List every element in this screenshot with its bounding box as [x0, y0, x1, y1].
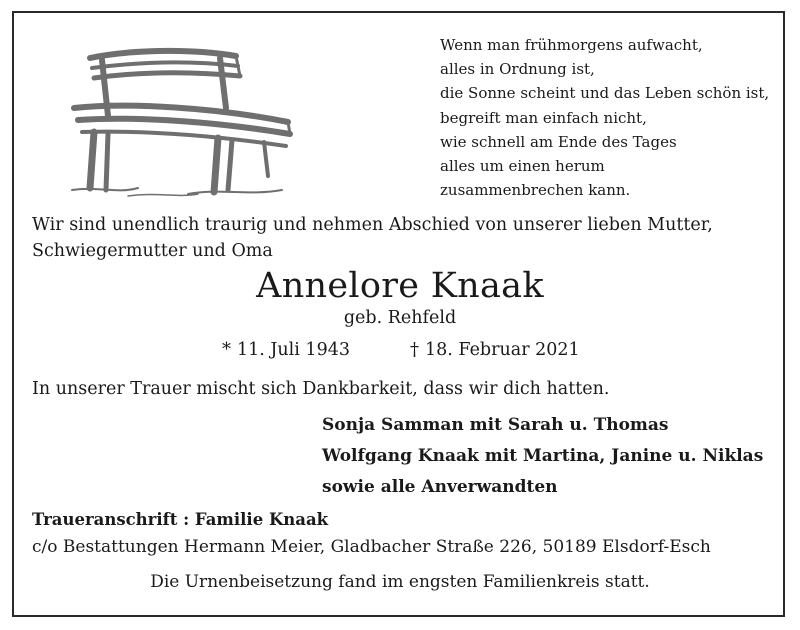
- poem-line: begreift man einfach nicht,: [440, 108, 647, 127]
- announcement-line: Wir sind unendlich traurig und nehmen Abschied von unserer lieben Mutter,: [32, 215, 713, 235]
- burial-note: Die Urnenbeisetzung fand im engsten Familienkreis statt.: [150, 572, 650, 592]
- deceased-name: Annelore Knaak: [256, 266, 544, 306]
- mourner-line: Sonja Samman mit Sarah u. Thomas: [322, 415, 669, 435]
- poem-line: wie schnell am Ende des Tages: [440, 132, 677, 151]
- birth-date: 11. Juli 1943: [237, 340, 350, 360]
- death-cross-icon: †: [410, 339, 419, 360]
- poem-line: alles in Ordnung ist,: [440, 60, 595, 79]
- announcement-text: [32, 212, 772, 264]
- poem: [440, 33, 780, 202]
- bench-sketch-icon: [68, 38, 300, 200]
- gratitude-text: In unserer Trauer mischt sich Dankbarkeit, dass wir dich hatten.: [32, 379, 610, 399]
- death-date: 18. Februar 2021: [425, 340, 580, 360]
- born-name: geb. Rehfeld: [343, 308, 457, 328]
- birth-date-line: [222, 338, 350, 362]
- poem-line: zusammenbrechen kann.: [440, 181, 631, 200]
- mourners-list: [322, 410, 763, 503]
- poem-line: die Sonne scheint und das Leben schön ist,: [440, 84, 770, 103]
- contact-label: Traueranschrift : Familie Knaak: [32, 510, 329, 529]
- mourner-line: Wolfgang Knaak mit Martina, Janine u. Niklas: [322, 446, 764, 466]
- announcement-line: Schwiegermutter und Oma: [32, 241, 273, 261]
- mourner-line: sowie alle Anverwandten: [322, 477, 558, 497]
- contact-address: c/o Bestattungen Hermann Meier, Gladbacher Straße 226, 50189 Elsdorf-Esch: [32, 537, 711, 557]
- birth-star-icon: *: [222, 339, 231, 360]
- death-date-line: [410, 338, 580, 362]
- poem-line: Wenn man frühmorgens aufwacht,: [440, 36, 703, 54]
- poem-line: alles um einen herum: [440, 157, 605, 176]
